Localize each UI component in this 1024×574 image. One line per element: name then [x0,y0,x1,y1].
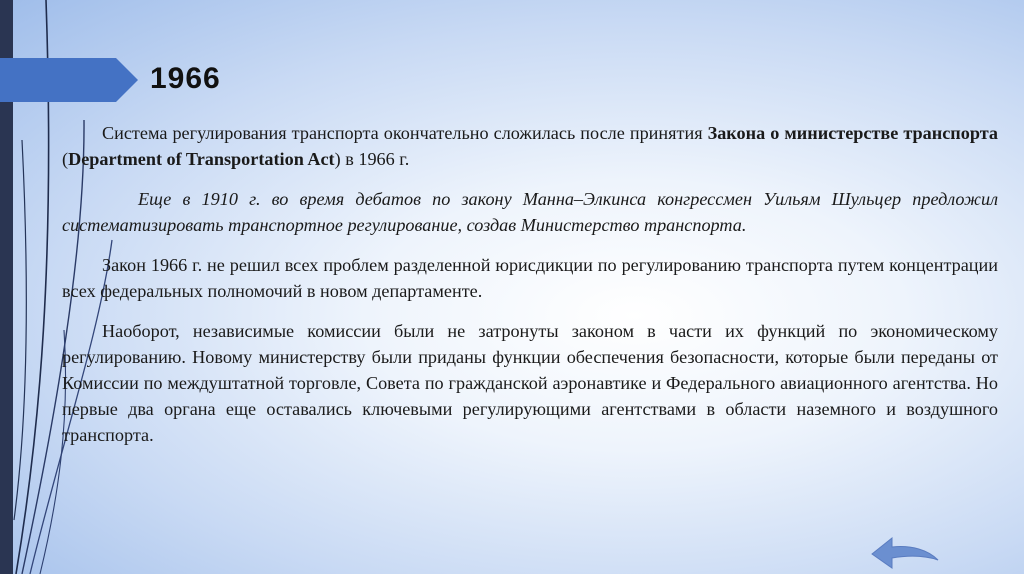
paragraph-2: Еще в 1910 г. во время дебатов по закону Манна–Элкинса конгрессмен Уильям Шульцер предложил систематизировать транспортное регулирование, создав Министерство транспорта. [62,189,998,235]
back-arrow-icon[interactable] [866,530,942,574]
paragraph-1: Система регулирования транспорта окончательно сложилась после принятия Закона о министерстве транспорта (Department of Transportation Act) в 1966 г. [62,123,998,169]
law-name: Закона о министерстве транспорта [707,123,998,143]
slide-content [62,120,998,462]
law-name-english: Department of Transportation Act [68,149,335,169]
slide-title: 1966 [150,62,221,95]
title-arrow-shape [0,58,138,102]
paragraph-4: Наоборот, независимые комиссии были не затронуты законом в части их функций по экономическому регулированию. Новому министерству были приданы функции обеспечения безопасности, которые были переданы от Комиссии по междуштатной торговле, Совета по гражданской аэронавтике и Федерального авиационного агентства. Но первые два органа еще оставались ключевыми регулирующими агентствами в области наземного и воздушного транспорта. [62,321,998,445]
paragraph-3: Закон 1966 г. не решил всех проблем разделенной юрисдикции по регулированию транспорта путем концентрации всех федеральных полномочий в новом департаменте. [62,255,998,301]
